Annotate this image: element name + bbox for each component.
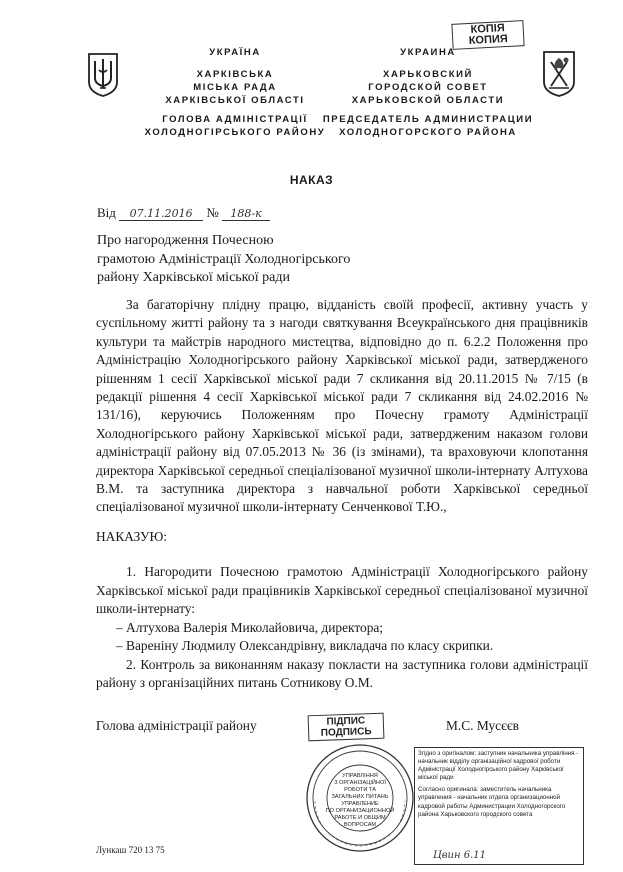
registration-line	[97, 205, 270, 221]
copy-stamp-line1: КОПІЯ	[470, 22, 506, 36]
seal-line5: УПРАВЛЕНИЕ	[341, 801, 379, 807]
header-right-head-line1: ПРЕДСЕДАТЕЛЬ АДМИНИСТРАЦИИ	[322, 114, 534, 125]
body-paragraph: За багаторічну плідну працю, відданість своїй професії, активну участь у суспільному житті району та з нагоди святкування Всеукраїнського дня працівників культури та майстрів народного мистецтва, відповідно до п. 6.2.2 Положення про Адміністрацію Холодногірського району Харківської міської ради, затвердженого рішенням 1 сесії Харківської міської ради 7 скликання від 20.11.2015 № 7/15 (в редакції рішення 4 сесії Харківської міської ради 7 скликання від 24.02.2016 № 131/16), керуючись Положенням про Почесну грамоту Адміністрації Холодногірського району Харківської міської ради, затвердженим наказом голови адміністрації району від 07.05.2013 № 36 (із змінами), та враховуючи клопотання директора Харківської середньої спеціалізованої музичної школи-інтернату Алтухова В.М. та заступника директора з навчальної роботи Харківської середньої спеціалізованої музичної школи-інтернату Сенченкової Т.Ю.,	[96, 297, 588, 515]
subject-line1: Про нагородження Почесною	[97, 233, 274, 248]
trident-emblem-icon	[86, 52, 120, 98]
signature-stamp	[308, 713, 385, 742]
header-left-council-line3: ХАРКІВСЬКОЇ ОБЛАСТІ	[165, 95, 305, 106]
subject-block	[97, 232, 350, 288]
seal-line6: ПО ОРГАНИЗАЦИОННОЙ	[325, 808, 395, 814]
signatory-name: М.С. Мусєєв	[446, 718, 519, 733]
seal-line4: ЗАГАЛЬНИХ ПИТАНЬ	[331, 794, 389, 800]
official-seal	[305, 743, 415, 853]
subject-line2: грамотою Адміністрації Холодногірського	[97, 251, 351, 267]
order-item-2: 2. Контроль за виконанням наказу покласти на заступника голови адміністрації району з організаційних питань Сотникову О.М.	[96, 656, 588, 690]
header-right-head-line2: ХОЛОДНОГОРСКОГО РАЙОНА	[339, 127, 517, 138]
header-right-country: УКРАИНА	[400, 47, 456, 58]
certification-box	[414, 747, 584, 865]
date-value: 07.11.2016	[119, 208, 203, 221]
date-prefix: Від	[97, 205, 116, 220]
signature-stamp-line1: ПІДПИС	[326, 715, 366, 728]
awardee-2: – Вареніну Людмилу Олександрівну, викладача по класу скрипки.	[116, 638, 494, 653]
certification-text-ua: Згідно з оригіналом: заступник начальника управління - начальник відділу організаційної кадрової роботи Адміністрації Холодногірського району Харківської міської ради	[418, 750, 579, 782]
copy-stamp-line2: КОПИЯ	[468, 32, 509, 48]
header-right-council-line2: ГОРОДСКОЙ СОВЕТ	[368, 82, 488, 93]
order-item-1: 1. Нагородити Почесною грамотою Адміністрації Холодногірського району Харківської міської ради працівників Харківської середньої спеціалізованої музичної школи-інтернату:	[96, 564, 588, 616]
certification-signature: Цвин 6.11	[433, 849, 487, 861]
header-right-council-line3: ХАРЬКОВСКОЙ ОБЛАСТИ	[351, 95, 505, 106]
seal-line1: УПРАВЛІННЯ	[342, 773, 378, 779]
header-left-head-line2: ХОЛОДНОГІРСЬКОГО РАЙОНУ	[144, 127, 326, 138]
awardee-1: – Алтухова Валерія Миколайовича, директора;	[116, 619, 384, 635]
kharkiv-coat-of-arms-icon	[541, 50, 577, 98]
header-left-council-line2: МІСЬКА РАДА	[193, 82, 277, 93]
certification-text-ru: Согласно оригинала: заместитель начальника управления - начальник отдела организационной кадровой работы Администрации Холодногорского района Харьковского городского совета	[418, 786, 566, 818]
seal-line2: З ОРГАНІЗАЦІЙНОЇ	[334, 780, 386, 786]
executor-footer: Лункаш 720 13 75	[96, 845, 165, 855]
header-left-country: УКРАЇНА	[209, 47, 261, 58]
header-left-council-line1: ХАРКІВСЬКА	[196, 69, 274, 80]
document-title: НАКАЗ	[289, 173, 334, 187]
order-items	[96, 563, 588, 693]
seal-line3: РОБОТИ ТА	[344, 787, 376, 793]
seal-line8: ВОПРОСАМ	[343, 822, 377, 828]
signature-stamp-line2: ПОДПИСЬ	[320, 726, 372, 739]
subject-line3: району Харківської міської ради	[97, 270, 290, 285]
signatory-position: Голова адміністрації району	[96, 718, 257, 733]
header-left-head-line1: ГОЛОВА АДМІНІСТРАЦІЇ	[162, 114, 308, 125]
number-value: 188-к	[222, 208, 270, 221]
header-right-council-line1: ХАРЬКОВСКИЙ	[383, 69, 473, 80]
number-prefix: №	[206, 205, 219, 220]
seal-line7: РАБОТЕ И ОБЩИМ	[334, 815, 386, 821]
order-heading: НАКАЗУЮ:	[96, 529, 167, 544]
